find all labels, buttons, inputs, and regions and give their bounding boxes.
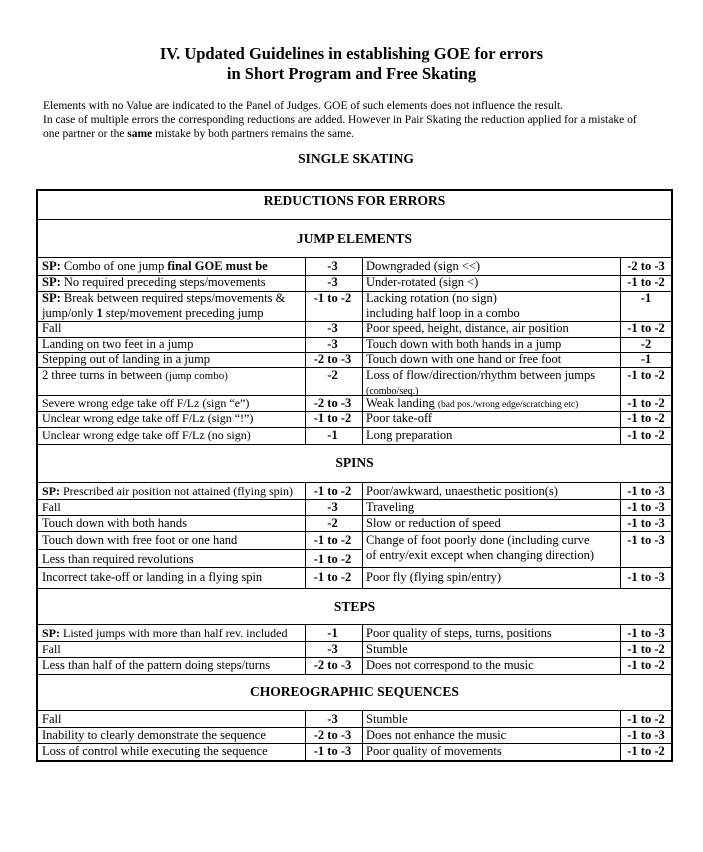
table-row <box>38 516 671 532</box>
table-row <box>38 728 671 744</box>
divider <box>37 257 672 258</box>
table-row <box>38 259 671 275</box>
reduction-value: -1 to -2 <box>627 321 665 335</box>
reduction-value: -1 to -2 <box>627 396 665 410</box>
error-text: of entry/exit except when changing direction) <box>366 548 595 562</box>
section-jump-elements: JUMP ELEMENTS <box>296 231 413 246</box>
error-text: Weak landing <box>366 396 438 410</box>
table-row <box>38 352 671 368</box>
error-description: Touch down with both hands <box>42 516 187 530</box>
error-description: Fall <box>42 712 62 726</box>
reduction-value: -3 <box>327 642 338 656</box>
reduction-value: -1 to -2 <box>313 552 352 566</box>
error-emphasis: 1 <box>96 306 103 320</box>
error-description <box>42 484 293 499</box>
table-row <box>38 411 671 427</box>
divider <box>37 444 672 445</box>
divider <box>37 624 672 625</box>
section-steps: STEPS <box>333 599 376 614</box>
sp-label: SP: <box>42 484 60 498</box>
reduction-value: -1 to -3 <box>627 533 665 547</box>
table-row <box>38 570 671 586</box>
table-row <box>38 368 671 396</box>
table-row <box>38 321 671 337</box>
error-description: Long preparation <box>366 428 453 442</box>
table-row <box>38 658 671 674</box>
reduction-value: -2 <box>327 516 338 530</box>
intro-line-2: In case of multiple errors the corresponding reductions are added. However in Pair Skating the reduction applied for a mistake of <box>43 114 637 126</box>
error-description: Touch down with free foot or one hand <box>42 533 238 547</box>
sp-label: SP: <box>42 259 61 273</box>
reduction-value: -1 to -3 <box>627 516 665 530</box>
error-description: Landing on two feet in a jump <box>42 337 194 351</box>
reduction-value: -1 to -2 <box>313 484 352 498</box>
error-description: Stumble <box>366 712 408 726</box>
table-row <box>38 500 671 516</box>
divider <box>37 710 672 711</box>
error-description: Poor speed, height, distance, air position <box>366 321 569 335</box>
error-description: Unclear wrong edge take off F/Lz (sign “!”) <box>42 411 254 425</box>
intro-text: one partner or the <box>43 128 128 140</box>
error-text: Listed jumps with more than half rev. included <box>60 626 288 640</box>
error-text: jump/only <box>42 306 97 320</box>
error-description <box>42 275 266 290</box>
title-line-1: IV. Updated Guidelines in establishing GOE for errors <box>159 44 544 63</box>
error-text: Change of foot poorly done (including curve <box>366 533 590 547</box>
error-note: (jump combo) <box>165 370 228 382</box>
reduction-value: -1 to -3 <box>627 728 665 742</box>
reduction-value: -1 <box>640 291 652 305</box>
reduction-value: -1 to -2 <box>627 411 665 425</box>
error-description: Stumble <box>366 642 408 656</box>
reduction-value: -1 to -3 <box>627 570 665 584</box>
error-description: Touch down with both hands in a jump <box>366 337 562 351</box>
error-description: Stepping out of landing in a jump <box>42 352 211 366</box>
error-text: Combo of one jump <box>60 259 168 273</box>
reduction-value: -1 to -3 <box>627 626 665 640</box>
error-description: Less than required revolutions <box>42 552 194 566</box>
error-description: Under-rotated (sign <) <box>366 275 479 289</box>
reduction-value: -2 <box>640 337 652 351</box>
error-description: Loss of control while executing the sequence <box>42 744 268 758</box>
table-row <box>38 712 671 728</box>
error-description: Incorrect take-off or landing in a flying spin <box>42 570 263 584</box>
divider <box>37 531 672 532</box>
error-text: Prescribed air position not attained (flying spin) <box>60 484 293 498</box>
table-row <box>38 337 671 353</box>
reduction-value: -3 <box>327 712 338 726</box>
error-text: Break between required steps/movements & <box>60 291 286 305</box>
error-note: (combo/seq.) <box>366 386 419 397</box>
table-row <box>38 275 671 291</box>
reduction-value: -1 <box>327 626 338 640</box>
reduction-value: -1 to -2 <box>313 533 352 547</box>
title-line-2: in Short Program and Free Skating <box>226 64 477 83</box>
divider <box>37 588 672 589</box>
intro-line-3 <box>43 127 673 141</box>
single-skating-heading: SINGLE SKATING <box>298 151 414 166</box>
reduction-value: -1 <box>327 428 338 442</box>
reduction-value: -2 to -3 <box>313 352 352 366</box>
reduction-value: -2 to -3 <box>313 396 352 410</box>
error-emphasis: final GOE must be <box>167 259 268 273</box>
table-row <box>38 626 671 642</box>
reduction-value: -2 to -3 <box>313 728 352 742</box>
reduction-value: -1 to -2 <box>627 428 665 442</box>
error-description: Does not correspond to the music <box>366 658 534 672</box>
table-row <box>38 552 671 568</box>
error-description: Poor quality of movements <box>366 744 502 758</box>
intro-text: mistake by both partners remains the same. <box>152 128 355 140</box>
reduction-value: -2 <box>327 368 338 382</box>
reduction-value: -1 to -2 <box>627 368 665 382</box>
error-description <box>42 368 228 384</box>
table-row <box>38 744 671 760</box>
error-description: Fall <box>42 642 61 656</box>
error-description: Unclear wrong edge take off F/Lz (no sign) <box>42 428 251 442</box>
divider <box>37 549 362 550</box>
error-description: Poor/awkward, unaesthetic position(s) <box>366 484 558 498</box>
reduction-value: -3 <box>327 500 338 514</box>
error-description: Slow or reduction of speed <box>366 516 501 530</box>
reduction-value: -1 to -2 <box>627 658 665 672</box>
table-row <box>38 396 671 412</box>
intro-paragraph <box>43 99 673 141</box>
error-description: Downgraded (sign <<) <box>366 259 481 273</box>
error-text: step/movement preceding jump <box>102 306 264 320</box>
error-description: Traveling <box>366 500 415 514</box>
sp-label: SP: <box>42 626 60 640</box>
reduction-value: -1 to -2 <box>627 275 665 289</box>
reduction-value: -3 <box>327 259 338 273</box>
reduction-value: -1 to -3 <box>627 484 665 498</box>
reduction-value: -3 <box>327 275 338 289</box>
sp-label: SP: <box>42 291 61 305</box>
sp-label: SP: <box>42 275 61 289</box>
error-description: Touch down with one hand or free foot <box>366 352 562 366</box>
error-description: Does not enhance the music <box>366 728 507 742</box>
divider <box>37 219 672 220</box>
error-description <box>42 626 288 641</box>
intro-line-1: Elements with no Value are indicated to the Panel of Judges. GOE of such elements does not influence the result. <box>43 100 564 112</box>
error-description: Fall <box>42 500 61 514</box>
divider <box>37 482 672 483</box>
table-row <box>38 291 671 322</box>
reduction-value: -1 to -2 <box>627 712 665 726</box>
reduction-value: -1 to -2 <box>313 291 352 305</box>
error-description: Severe wrong edge take off F/Lz (sign “e”) <box>42 396 250 410</box>
reduction-value: -1 to -3 <box>313 744 352 758</box>
reduction-value: -1 to -3 <box>627 500 665 514</box>
reduction-value: -1 to -2 <box>627 642 665 656</box>
table-title: REDUCTIONS FOR ERRORS <box>263 193 446 208</box>
error-description <box>42 291 285 321</box>
error-note: (bad pos./wrong edge/scratching etc) <box>437 400 579 410</box>
reduction-value: -1 to -2 <box>627 744 665 758</box>
reduction-value: -1 to -2 <box>313 570 352 584</box>
page-title <box>0 44 703 84</box>
error-text: including half loop in a combo <box>366 306 520 320</box>
error-description <box>366 291 520 321</box>
table-row <box>38 428 671 444</box>
error-description: Fall <box>42 321 62 335</box>
section-choreographic-sequences: CHOREOGRAPHIC SEQUENCES <box>250 684 459 699</box>
reduction-value: -3 <box>327 321 338 335</box>
error-description: Poor quality of steps, turns, positions <box>366 626 552 640</box>
error-text: Lacking rotation (no sign) <box>366 291 497 305</box>
error-description: Inability to clearly demonstrate the sequence <box>42 728 266 742</box>
error-description: Less than half of the pattern doing steps/turns <box>42 658 271 672</box>
reduction-value: -2 to -3 <box>313 658 352 672</box>
error-text: 2 three turns in between <box>42 368 166 382</box>
intro-emphasis: same <box>127 128 153 140</box>
divider <box>37 567 672 568</box>
table-row <box>38 642 671 658</box>
error-description: Poor take-off <box>366 411 433 425</box>
reduction-value: -3 <box>327 337 338 351</box>
error-description: Poor fly (flying spin/entry) <box>366 570 502 584</box>
table-row <box>38 484 671 500</box>
error-text: Loss of flow/direction/rhythm between jumps <box>366 368 596 382</box>
reduction-value: -1 to -2 <box>313 411 352 425</box>
error-description <box>42 259 268 274</box>
reduction-value: -2 to -3 <box>627 259 665 273</box>
divider <box>37 674 672 675</box>
reduction-value: -1 <box>640 352 652 366</box>
error-text: No required preceding steps/movements <box>60 275 266 289</box>
section-spins: SPINS <box>335 455 374 470</box>
